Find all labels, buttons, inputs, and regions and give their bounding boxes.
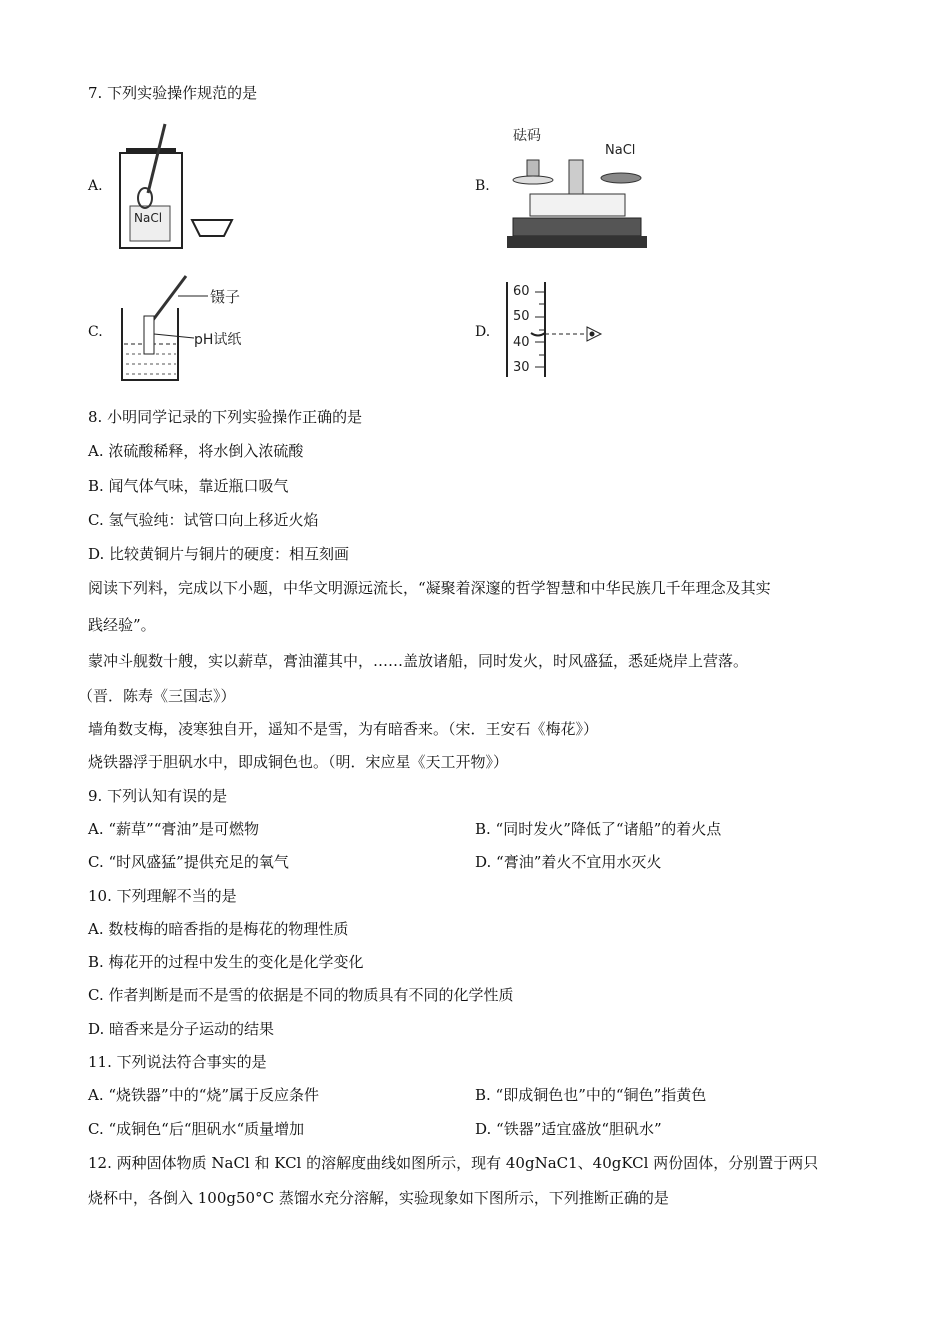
q9-option-c[interactable]: C. “时风盛猛”提供充足的氧气 [88,853,289,871]
q8-stem: 8. 小明同学记录的下列实验操作正确的是 [88,408,363,426]
q11-option-b[interactable]: B. “即成铜色也”中的“铜色”指黄色 [475,1086,707,1104]
tick-label-30: 30 [513,360,530,375]
q8-option-c[interactable]: C. 氢气验纯：试管口向上移近火焰 [88,511,319,529]
q7-option-c-label[interactable]: C. [88,324,103,340]
weighing-dish [192,220,232,236]
q7-option-d-label[interactable]: D. [475,324,491,340]
meniscus [531,333,545,336]
nacl-label: NaCl [605,143,636,158]
reading-passage-3: 烧铁器浮于胆矾水中，即成铜色也。（明．宋应星《天工开物》） [88,753,509,771]
spoon-bowl [138,188,152,208]
q10-stem: 10. 下列理解不当的是 [88,887,237,905]
q10-option-a[interactable]: A. 数枝梅的暗香指的是梅花的物理性质 [88,920,349,938]
reagent-bottle-figure [110,118,245,253]
weight-label: 砝码 [513,128,541,144]
reading-intro-2: 践经验”。 [88,616,156,634]
balance-figure [505,122,650,254]
bottle-label-text: NaCl [134,211,163,225]
q10-option-d[interactable]: D. 暗香来是分子运动的结果 [88,1020,275,1038]
reading-intro-1: 阅读下列料，完成以下小题，中华文明源远流长，“凝聚着深邃的哲学智慧和中华民族几千年理念及其实 [88,579,771,597]
tick-label-50: 50 [513,309,530,324]
q11-option-d[interactable]: D. “铁器”适宜盛放“胆矾水” [475,1120,662,1138]
spoon-handle [148,124,165,193]
tick-label-60: 60 [513,284,530,299]
reading-passage-2: 墙角数支梅，凌寒独自开，遥知不是雪，为有暗香来。（宋．王安石《梅花》） [88,720,599,738]
ph-test-figure [110,272,255,384]
q11-option-a[interactable]: A. “烧铁器”中的“烧”属于反应条件 [88,1086,320,1104]
weight-block [527,160,539,176]
q9-option-d[interactable]: D. “膏油”着火不宜用水灭火 [475,853,662,871]
q10-option-c[interactable]: C. 作者判断是而不是雪的依据是不同的物质具有不同的化学性质 [88,986,514,1004]
q8-option-d[interactable]: D. 比较黄铜片与铜片的硬度：相互刻画 [88,545,350,563]
balance-base [513,218,641,236]
q7-option-a-label[interactable]: A. [88,178,103,194]
right-pan-with-salt [601,173,641,183]
tick-label-40: 40 [513,335,530,350]
q12-stem-line-1: 12. 两种固体物质 NaCl 和 KCl 的溶解度曲线如图所示，现有 40gNaC1、40gKCl 两份固体，分别置于两只 [88,1154,819,1172]
q8-option-a[interactable]: A. 浓硫酸稀释，将水倒入浓硫酸 [88,442,304,460]
ph-paper [144,316,154,354]
reading-passage-1: 蒙冲斗舰数十艘，实以薪草，膏油灌其中，……盖放诸船，同时发火，时风盛猛，悉延烧岸上营落。 [88,652,749,670]
reading-passage-1-source: （晋．陈寿《三国志》） [78,687,236,705]
q9-stem: 9. 下列认知有误的是 [88,787,228,805]
q11-stem: 11. 下列说法符合事实的是 [88,1053,267,1071]
q7-option-b-label[interactable]: B. [475,178,490,194]
left-pan [513,176,553,184]
graduated-cylinder-figure [505,280,615,380]
tweezers-label: 镊子 [210,288,241,306]
balance-scale-bar [530,194,625,216]
q9-option-b[interactable]: B. “同时发火”降低了“诸船”的着火点 [475,820,722,838]
balance-foot [507,236,647,248]
q10-option-b[interactable]: B. 梅花开的过程中发生的变化是化学变化 [88,953,364,971]
bottle-neck [126,148,176,154]
q8-option-b[interactable]: B. 闻气体气味，靠近瓶口吸气 [88,477,289,495]
q12-stem-line-2: 烧杯中，各倒入 100g50°C 蒸馏水充分溶解，实验现象如下图所示，下列推断正确的是 [88,1189,669,1207]
ph-paper-label: pH试纸 [194,332,242,348]
q9-option-a[interactable]: A. “薪草”“膏油”是可燃物 [88,820,260,838]
q11-option-c[interactable]: C. “成铜色“后“胆矾水“质量增加 [88,1120,305,1138]
tweezers [150,276,186,324]
q7-stem: 7. 下列实验操作规范的是 [88,84,258,102]
